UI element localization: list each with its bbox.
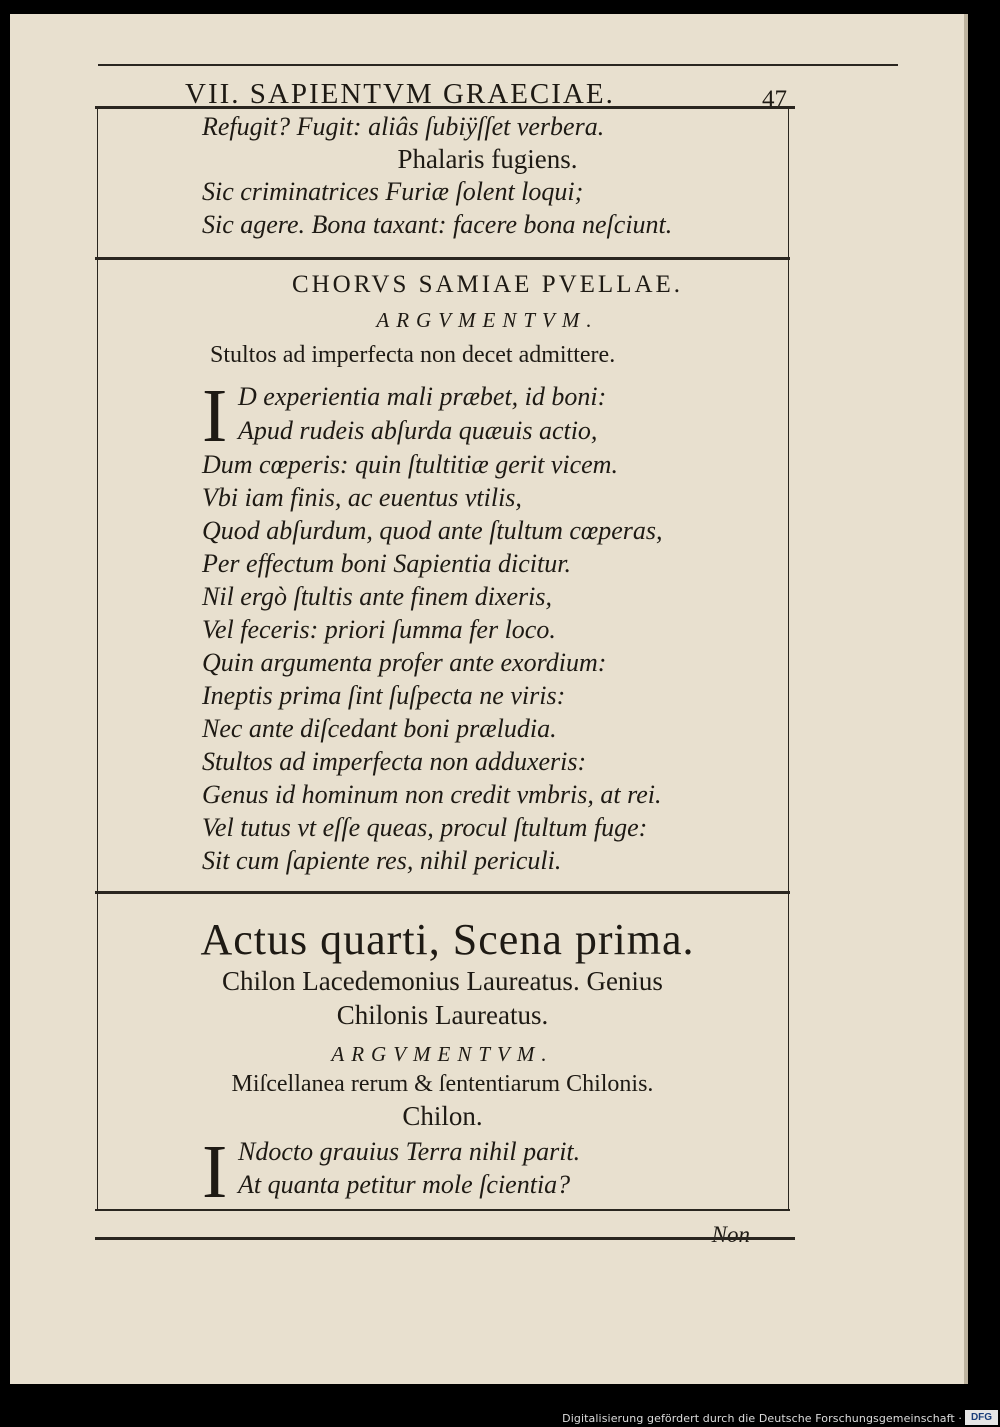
book-page [10,14,965,1384]
running-title: VII. SAPIENTVM GRAECIAE. [185,78,615,110]
persons-line: Chilon Lacedemonius Laureatus. Genius [222,966,663,996]
verse-line: Quod abſurdum, quod ante ſtultum cœperas, [202,516,663,545]
dfg-logo: DFG [965,1410,998,1425]
verse-line: Quin argumenta profer ante exordium: [202,648,607,677]
verse-line: Sit cum ſapiente res, nihil periculi. [202,846,562,875]
argument-text: Miſcellanea rerum & ſententiarum Chilonis. [231,1071,654,1097]
page-edge [964,14,968,1384]
page-number: 47 [762,86,787,113]
catchword: Non [711,1222,750,1247]
verse-line: Nil ergò ſtultis ante finem dixeris, [202,582,553,611]
footer-credit: Digitalisierung gefördert durch die Deutsche Forschungsgemeinschaft · [562,1412,962,1425]
verse-line: Genus id hominum non credit vmbris, at rei. [202,780,662,809]
header-rule-top [98,64,898,66]
section-divider [95,257,790,260]
chorus-title: CHORVS SAMIAE PVELLAE. [291,271,684,298]
verse-line: At quanta petitur mole ſcientia? [238,1170,571,1199]
verse-line: Apud rudeis abſurda quæuis actio, [238,416,598,445]
verse-line: Ndocto grauius Terra nihil parit. [238,1137,581,1166]
header-rule-bottom [95,106,795,109]
verse-line: Sic criminatrices Furiæ ſolent loqui; [202,177,584,206]
verse-line: D experientia mali præbet, id boni: [238,382,607,411]
verse-line: Dum cœperis: quin ſtultitiæ gerit vicem. [202,450,618,479]
argument-text: Stultos ad imperfecta non decet admittere. [210,342,616,368]
page-bottom-rule [95,1237,795,1240]
verse-line: Refugit? Fugit: aliâs ſubiÿſſet verbera. [202,112,605,141]
verse-line: Sic agere. Bona taxant: facere bona neſciunt. [202,210,673,239]
act-title: Actus quarti, Scena prima. [200,915,695,964]
verse-line: Vel feceris: priori ſumma fer loco. [202,615,556,644]
drop-capital: I [202,374,228,458]
speaker-name: Phalaris fugiens. [397,144,578,174]
drop-capital: I [202,1130,228,1214]
persons-line: Chilonis Laureatus. [336,1000,549,1030]
argument-label: ARGVMENTVM. [376,308,599,332]
verse-line: Vel tutus vt eſſe queas, procul ſtultum fuge: [202,813,648,842]
verse-line: Nec ante diſcedant boni præludia. [202,714,557,743]
verse-line: Per effectum boni Sapientia dicitur. [202,549,571,578]
section-divider [95,891,790,894]
argument-label: ARGVMENTVM. [331,1042,554,1066]
verse-line: Stultos ad imperfecta non adduxeris: [202,747,587,776]
speaker-name: Chilon. [402,1101,483,1131]
verse-line: Vbi iam finis, ac euentus vtilis, [202,483,522,512]
verse-line: Ineptis prima ſint ſuſpecta ne viris: [202,681,566,710]
frame-bottom-rule [95,1209,790,1211]
